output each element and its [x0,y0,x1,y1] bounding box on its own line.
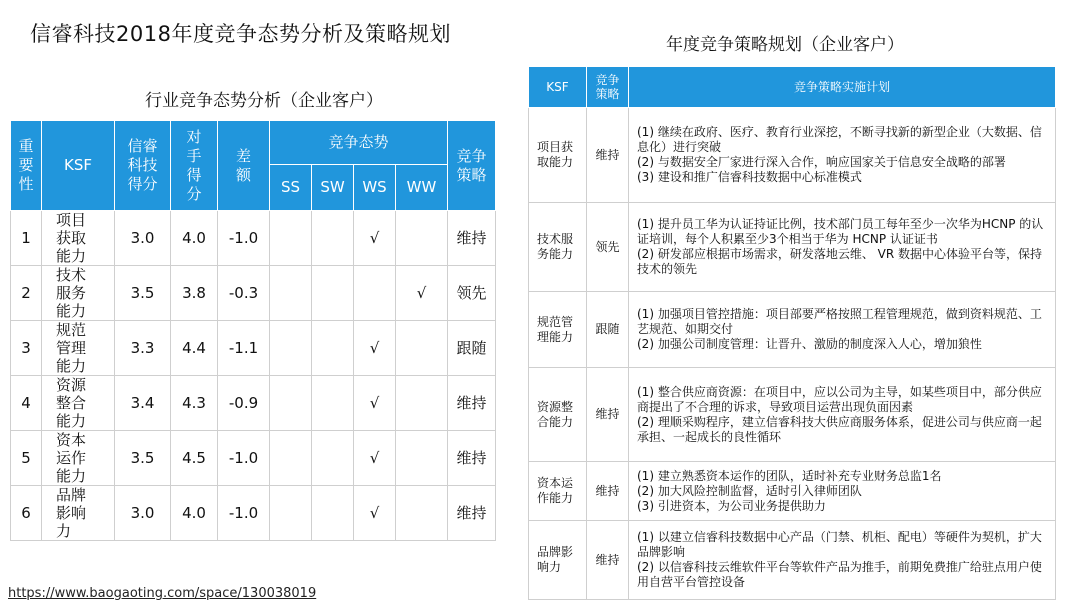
plan-cell [629,108,1056,203]
plan-item: (2) 加大风险控制监督，适时引入律师团队 [637,483,862,498]
header-strategy: 竞争策略 [587,67,629,108]
table-row [529,462,1056,521]
gap-cell: -0.3 [218,266,270,321]
header-rival-score: 对手得分 [171,121,218,211]
strategy-cell: 维持 [587,462,629,521]
table-row [529,203,1056,292]
strategy-cell: 维持 [448,376,496,431]
plan-item: (1) 继续在政府、医疗、教育行业深挖，不断寻找新的新型企业（大数据、信息化）进行突破 [637,125,1042,154]
source-url-link[interactable]: https://www.baogaoting.com/space/130038019 [8,586,317,601]
gap-cell: -1.0 [218,431,270,486]
ss-cell [270,431,312,486]
header-gap: 差额 [218,121,270,211]
header-situation: 竞争态势 [270,121,448,165]
page-title: 信睿科技2018年度竞争态势分析及策略规划 [30,22,451,46]
strategy-cell: 维持 [448,486,496,541]
table-row [11,266,496,321]
plan-item: (3) 引进资本，为公司业务提供助力 [637,498,826,513]
plan-cell [629,521,1056,600]
strategy-cell: 维持 [587,521,629,600]
header-strategy: 竞争策略 [448,121,496,211]
rival-score-cell: 3.8 [171,266,218,321]
header-ss: SS [270,165,312,211]
ksf-cell: 资本运作能力 [529,462,587,521]
sw-cell [312,321,354,376]
sw-cell [312,211,354,266]
strategy-cell: 跟随 [587,292,629,368]
plan-item: (2) 与数据安全厂家进行深入合作，响应国家关于信息安全战略的部署 [637,155,1006,169]
own-score-cell: 3.5 [115,431,171,486]
header-ksf: KSF [42,121,115,211]
ksf-cell: 技术服务能力 [529,203,587,292]
own-score-cell: 3.3 [115,321,171,376]
ss-cell [270,376,312,431]
rival-score-cell: 4.0 [171,211,218,266]
rank-cell: 4 [11,376,42,431]
plan-item: (1) 整合供应商资源：在项目中，应以公司为主导，如某些项目中，部分供应商提出了不合理的诉求，导致项目运营出现负面因素 [637,384,1042,414]
table-row [11,211,496,266]
header-plan: 竞争策略实施计划 [629,67,1056,108]
sw-cell [312,266,354,321]
plan-item: (1) 以建立信睿科技数据中心产品（门禁、机柜、配电）等硬件为契机，扩大品牌影响 [637,530,1042,559]
ksf-cell: 技术服务能力 [42,266,115,321]
rival-score-cell: 4.4 [171,321,218,376]
ws-cell: √ [354,211,396,266]
plan-cell [629,368,1056,462]
table-row [529,368,1056,462]
rank-cell: 2 [11,266,42,321]
ww-cell [396,321,448,376]
table-row [11,486,496,541]
strategy-cell: 领先 [448,266,496,321]
plan-item: (1) 加强项目管控措施：项目部要严格按照工程管理规范，做到资料规范、工艺规范、如期交付 [637,307,1042,336]
strategy-cell: 领先 [587,203,629,292]
ss-cell [270,211,312,266]
ksf-cell: 品牌影响力 [529,521,587,600]
own-score-cell: 3.0 [115,211,171,266]
strategy-cell: 跟随 [448,321,496,376]
ksf-cell: 资本运作能力 [42,431,115,486]
gap-cell: -1.0 [218,486,270,541]
ss-cell [270,486,312,541]
ws-cell: √ [354,321,396,376]
table-row [11,431,496,486]
sw-cell [312,431,354,486]
ss-cell [270,266,312,321]
own-score-cell: 3.0 [115,486,171,541]
ws-cell: √ [354,431,396,486]
plan-item: (3) 建设和推广信睿科技数据中心标准模式 [637,170,862,184]
ss-cell [270,321,312,376]
gap-cell: -1.0 [218,211,270,266]
own-score-cell: 3.4 [115,376,171,431]
rival-score-cell: 4.0 [171,486,218,541]
right-table-title: 年度竞争策略规划（企业客户） [666,35,904,55]
header-own-score: 信睿科技得分 [115,121,171,211]
ksf-cell: 项目获取能力 [42,211,115,266]
ww-cell [396,486,448,541]
plan-cell [629,462,1056,521]
plan-item: (2) 研发部应根据市场需求，研发落地云维、 VR 数据中心体验平台等，保持技术的领先 [637,247,1042,276]
ws-cell: √ [354,486,396,541]
ksf-cell: 品牌影响力 [42,486,115,541]
ws-cell [354,266,396,321]
plan-item: (1) 建立熟悉资本运作的团队，适时补充专业财务总监1名 [637,468,942,483]
gap-cell: -1.1 [218,321,270,376]
strategy-plan-table [528,66,1056,600]
table-row [529,108,1056,203]
plan-item: (2) 加强公司制度管理：让晋升、激励的制度深入人心，增加狼性 [637,337,982,351]
table-row [529,292,1056,368]
strategy-cell: 维持 [587,108,629,203]
strategy-cell: 维持 [448,211,496,266]
ww-cell: √ [396,266,448,321]
ww-cell [396,431,448,486]
table-row [11,376,496,431]
header-ksf: KSF [529,67,587,108]
ww-cell [396,376,448,431]
rank-cell: 1 [11,211,42,266]
plan-item: (1) 提升员工华为认证持证比例，技术部门员工每年至少一次华为HCNP 的认证培训，每个人积累至少3个相当于华为 HCNP 认证证书 [637,217,1044,246]
ksf-cell: 资源整合能力 [42,376,115,431]
strategy-cell: 维持 [448,431,496,486]
rank-cell: 3 [11,321,42,376]
ksf-cell: 项目获取能力 [529,108,587,203]
sw-cell [312,486,354,541]
rival-score-cell: 4.3 [171,376,218,431]
header-importance: 重要性 [11,121,42,211]
table-row [11,321,496,376]
ksf-cell: 规范管理能力 [529,292,587,368]
competition-analysis-table [10,120,496,541]
rank-cell: 6 [11,486,42,541]
plan-cell [629,292,1056,368]
left-table-title: 行业竞争态势分析（企业客户） [145,91,383,111]
plan-item: (2) 以信睿科技云维软件平台等软件产品为推手，前期免费推广给驻点用户使用自营平台管控设备 [637,560,1042,589]
plan-item: (2) 理顺采购程序，建立信睿科技大供应商服务体系，促进公司与供应商一起承担、一起成长的良性循环 [637,414,1042,444]
header-ww: WW [396,165,448,211]
ws-cell: √ [354,376,396,431]
plan-cell [629,203,1056,292]
strategy-cell: 维持 [587,368,629,462]
rank-cell: 5 [11,431,42,486]
ww-cell [396,211,448,266]
gap-cell: -0.9 [218,376,270,431]
ksf-cell: 规范管理能力 [42,321,115,376]
ksf-cell: 资源整合能力 [529,368,587,462]
sw-cell [312,376,354,431]
own-score-cell: 3.5 [115,266,171,321]
rival-score-cell: 4.5 [171,431,218,486]
header-ws: WS [354,165,396,211]
header-sw: SW [312,165,354,211]
table-row [529,521,1056,600]
